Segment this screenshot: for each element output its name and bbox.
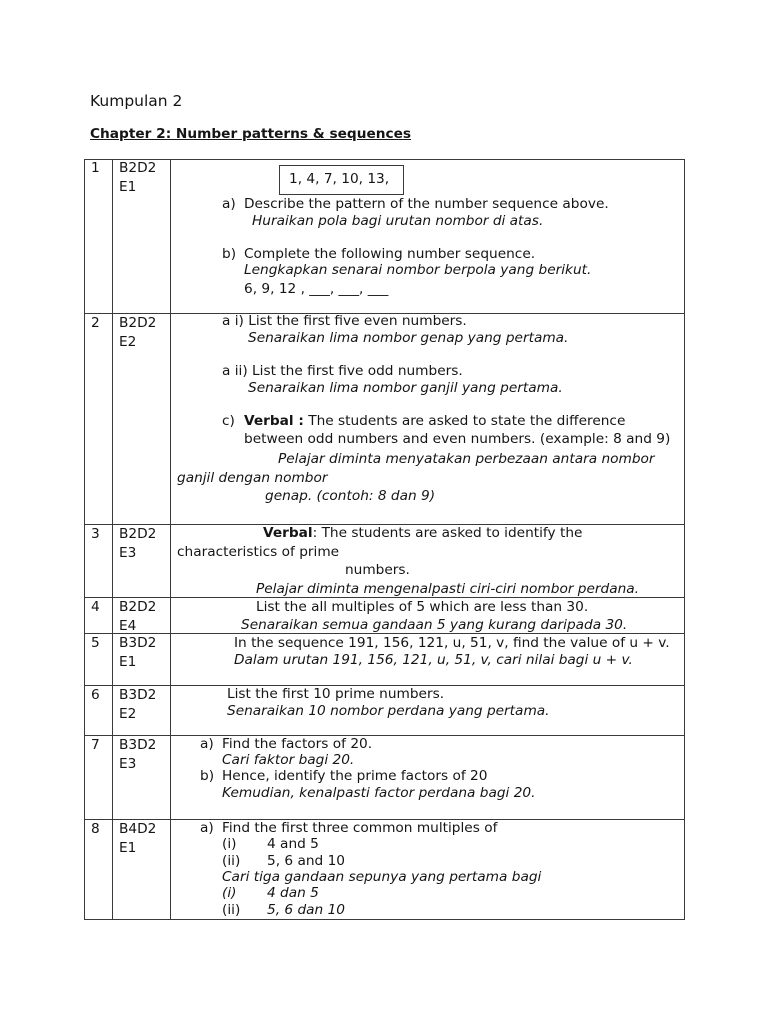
question-code-skill: B2D2 [119, 160, 157, 176]
question-row-2 [84, 314, 685, 525]
question-text-ms: Huraikan pola bagi urutan nombor di atas. [252, 213, 544, 229]
question-code-skill: B2D2 [119, 315, 157, 331]
question-text-ms: Senaraikan lima nombor ganjil yang pertama. [248, 380, 563, 396]
question-text-en-line: The students are asked to state the difference [308, 413, 626, 429]
question-text-en [263, 525, 582, 542]
question-text-en: In the sequence 191, 156, 121, u, 51, v, find the value of u + v. [234, 635, 670, 651]
question-text-en: Find the first three common multiples of [222, 820, 498, 836]
question-text-en: List the first 10 prime numbers. [227, 686, 445, 702]
sub-item-text: 5, 6 dan 10 [267, 902, 345, 918]
sub-item-marker: (i) [222, 836, 237, 852]
part-marker: b) [222, 246, 237, 262]
question-row-4 [84, 598, 685, 634]
question-text-en: Complete the following number sequence. [244, 246, 536, 262]
part-marker: a) [200, 736, 214, 752]
question-row-8 [84, 820, 685, 920]
question-code [119, 686, 156, 724]
question-code [119, 820, 156, 858]
sub-item-marker: (ii) [222, 902, 241, 918]
question-number: 8 [91, 821, 100, 837]
question-text-ms: Senaraikan lima nombor genap yang pertama. [248, 330, 569, 346]
question-text-ms: Senaraikan 10 nombor perdana yang pertama. [227, 703, 550, 719]
question-text-en-line: : The students are asked to identify the [312, 525, 583, 541]
question-text-en: a i) List the first five even numbers. [222, 313, 467, 329]
sub-item-text: 4 dan 5 [267, 885, 319, 901]
question-text-ms: Cari tiga gandaan sepunya yang pertama bagi [222, 869, 542, 885]
question-text-ms: Kemudian, kenalpasti factor perdana bagi 20. [222, 785, 536, 801]
question-code-skill: B3D2 [119, 635, 157, 651]
question-text-en: numbers. [345, 562, 410, 578]
question-row-3 [84, 525, 685, 598]
question-code-level: E3 [119, 545, 137, 561]
question-number: 2 [91, 315, 100, 331]
question-text-en [244, 413, 625, 430]
question-number: 1 [91, 160, 100, 176]
question-code [119, 736, 156, 774]
group-title: Kumpulan 2 [90, 92, 183, 110]
question-text-en: between odd numbers and even numbers. (example: 8 and 9) [244, 431, 671, 447]
part-marker: b) [200, 768, 215, 784]
sub-item-marker: (i) [222, 885, 237, 901]
question-text-ms: Dalam urutan 191, 156, 121, u, 51, v, cari nilai bagi u + v. [234, 652, 633, 668]
question-text-en: Describe the pattern of the number sequence above. [244, 196, 609, 212]
question-number: 3 [91, 526, 100, 542]
question-text-en: Hence, identify the prime factors of 20 [222, 768, 488, 784]
question-code [119, 159, 156, 197]
question-text-ms: Pelajar diminta menyatakan perbezaan antara nombor [278, 451, 655, 467]
question-text-ms: ganjil dengan nombor [177, 470, 328, 486]
answer-blanks: 6, 9, 12 , ___, ___, ___ [244, 281, 389, 297]
question-code-skill: B2D2 [119, 526, 157, 542]
sub-item-text: 4 and 5 [267, 836, 319, 852]
question-text-ms: Senaraikan semua gandaan 5 yang kurang daripada 30. [241, 617, 628, 633]
question-code [119, 598, 156, 636]
question-number: 5 [91, 635, 100, 651]
question-code-level: E2 [119, 334, 137, 350]
question-code-level: E4 [119, 618, 137, 634]
part-marker: c) [222, 413, 235, 429]
question-row-6 [84, 686, 685, 736]
question-number: 4 [91, 599, 100, 615]
question-text-ms: Pelajar diminta mengenalpasti ciri-ciri nombor perdana. [256, 581, 640, 597]
question-code [119, 314, 156, 352]
part-marker: a) [200, 820, 214, 836]
question-row-5 [84, 634, 685, 686]
sub-item-marker: (ii) [222, 853, 241, 869]
verbal-label: Verbal : [244, 413, 304, 429]
verbal-label: Verbal [263, 525, 313, 541]
chapter-title: Chapter 2: Number patterns & sequences [90, 126, 412, 142]
question-code-level: E1 [119, 179, 137, 195]
question-text-ms: genap. (contoh: 8 dan 9) [265, 488, 436, 504]
question-text-en: Find the factors of 20. [222, 736, 373, 752]
question-code-skill: B3D2 [119, 687, 157, 703]
question-code-level: E1 [119, 654, 137, 670]
question-text-ms: Lengkapkan senarai nombor berpola yang berikut. [244, 262, 592, 278]
question-text-ms: Cari faktor bagi 20. [222, 752, 355, 768]
question-code-level: E2 [119, 706, 137, 722]
sequence-box: 1, 4, 7, 10, 13, [279, 165, 404, 195]
question-code-level: E1 [119, 840, 137, 856]
question-code-level: E3 [119, 756, 137, 772]
sub-item-text: 5, 6 and 10 [267, 853, 345, 869]
question-code-skill: B2D2 [119, 599, 157, 615]
question-text-en: List the all multiples of 5 which are less than 30. [256, 599, 589, 615]
question-text-en: characteristics of prime [177, 544, 340, 560]
question-row-1 [84, 159, 685, 314]
question-code-skill: B4D2 [119, 821, 157, 837]
question-row-7 [84, 736, 685, 820]
question-number: 6 [91, 687, 100, 703]
question-code-skill: B3D2 [119, 737, 157, 753]
part-marker: a) [222, 196, 236, 212]
question-code [119, 525, 156, 563]
question-number: 7 [91, 737, 100, 753]
question-text-en: a ii) List the first five odd numbers. [222, 363, 463, 379]
question-code [119, 634, 156, 672]
questions-table [84, 159, 685, 920]
